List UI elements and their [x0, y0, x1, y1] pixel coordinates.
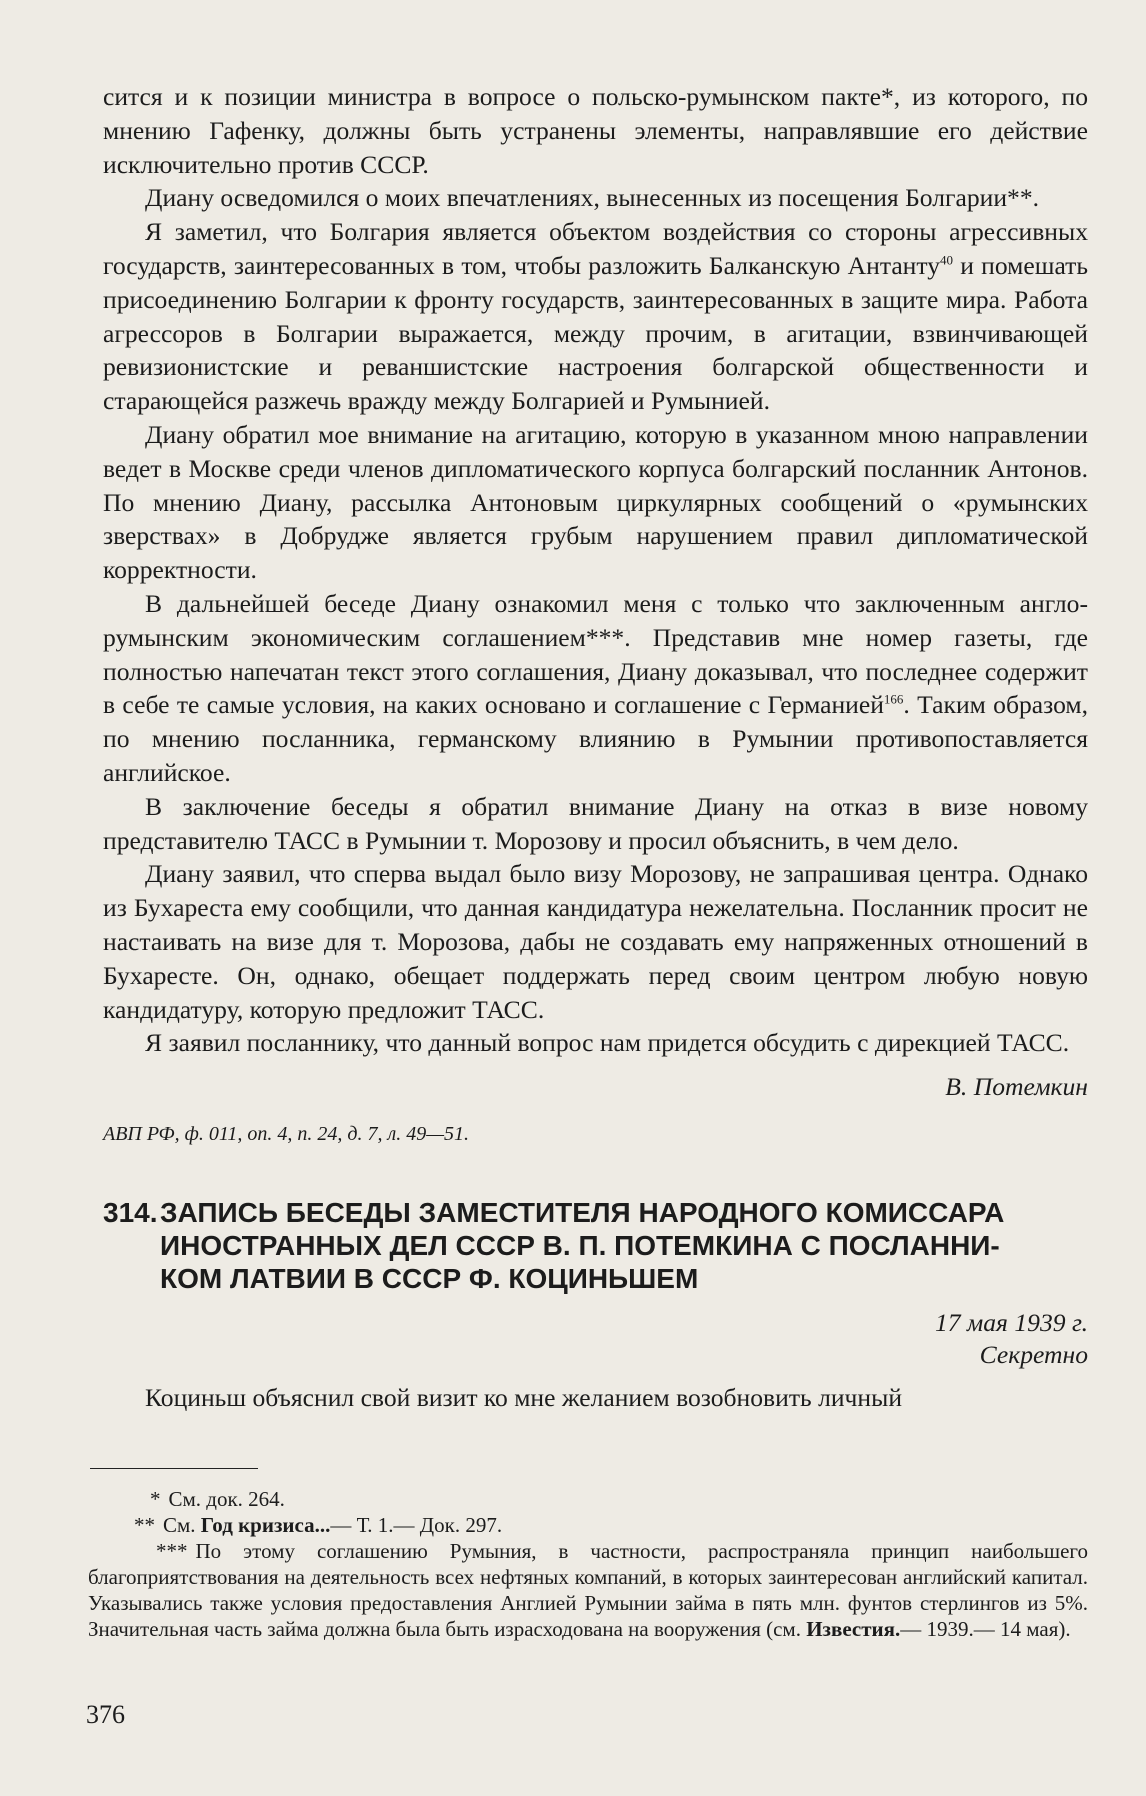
- footnote-2: ** См. Год кризиса...— Т. 1.— Док. 297.: [134, 1513, 503, 1537]
- paragraph-4: Диану обратил мое внимание на агитацию, которую в указанном мною направлении ведет в Москве среди членов дипломатического корпуса болгарский посланник Антонов. По мнению Диану, рассылка Антоновым циркулярных сообщений о «румынских зверствах» в Добрудже является грубым нарушением правил дипломатической корректности.: [103, 419, 1088, 585]
- document-title-line-2: ИНОСТРАННЫХ ДЕЛ СССР В. П. ПОТЕМКИНА С ПОСЛАННИ-: [160, 1229, 1000, 1261]
- document-date: 17 мая 1939 г.: [934, 1307, 1088, 1337]
- document-opening-text: Коциньш объяснил свой визит ко мне желанием возобновить личный: [145, 1382, 903, 1412]
- paragraph-2: Диану осведомился о моих впечатлениях, вынесенных из посещения Болгарии**.: [145, 183, 1040, 213]
- endnote-ref-166: 166: [883, 691, 904, 707]
- document-title-line-1: ЗАПИСЬ БЕСЕДЫ ЗАМЕСТИТЕЛЯ НАРОДНОГО КОМИССАРА: [160, 1196, 1005, 1228]
- signature: В. Потемкин: [945, 1072, 1088, 1102]
- footnote-divider: [90, 1468, 258, 1469]
- paragraph-1: сится и к позиции министра в вопросе о польско-румынском пакте*, из которого, по мнению Гафенку, должны быть устранены элементы, направлявшие его действие исключительно против СССР.: [103, 82, 1088, 179]
- paragraph-5: В дальнейшей беседе Диану ознакомил меня с только что заключенным англо-румынским экономическим соглашением***. Представив мне номер газеты, где полностью напечатан текст этого соглашения, Диану доказывал, что последнее содержит в себе те самые условия, на каких основано и соглашение с Германией$^{166}$. Таким образом, по мнению посланника, германскому влиянию в Румынии противопоставляется английское.: [103, 588, 1089, 787]
- document-title-line-3: КОМ ЛАТВИИ В СССР Ф. КОЦИНЬШЕМ: [160, 1262, 699, 1294]
- paragraph-8: Я заявил посланнику, что данный вопрос нам придется обсудить с дирекцией ТАСС.: [145, 1028, 1070, 1058]
- paragraph-7: Диану заявил, что сперва выдал было визу Морозову, не запрашивая центра. Однако из Бухареста ему сообщили, что данная кандидатура нежелательна. Посланник просит не настаивать на визе для т. Морозова, дабы не создавать ему напряженных отношений в Бухаресте. Он, однако, обещает поддержать перед своим центром любую новую кандидатуру, которую предложит ТАСС.: [103, 859, 1088, 1024]
- endnote-ref-40: 40: [940, 252, 954, 268]
- paragraph-3: Я заметил, что Болгария является объектом воздействия со стороны агрессивных государств, заинтересованных в том, чтобы разложить Балканскую Антанту$^{40}$ и помешать присоединению Болгарии к фронту государств, заинтересованных в защите мира. Работа агрессоров в Болгарии выражается, между прочим, в агитации, взвинчивающей ревизионистские и реваншистские настроения болгарской общественности и старающейся разжечь вражду между Болгарией и Румынией.: [103, 217, 1089, 416]
- footnote-3: *** По этому соглашению Румыния, в частности, распространяла принцип наибольшего благоприятствования на деятельность всех нефтяных компаний, в которых заинтересован английский капитал. Указывались также условия предоставления Англией Румынии займа в пять млн. фунтов стерлингов из 5%. Значительная часть займа должна была быть израсходована на вооружения (см. Известия.— 1939.— 14 мая).: [88, 1539, 1088, 1641]
- footnote-1: * См. док. 264.: [150, 1487, 285, 1511]
- page-number: 376: [86, 1700, 125, 1729]
- document-heading: [103, 1196, 1088, 1295]
- main-text: [103, 80, 1088, 1415]
- paragraph-6: В заключение беседы я обратил внимание Диану на отказ в визе новому представителю ТАСС в Румынии т. Морозову и просил объяснить, в чем дело.: [103, 791, 1088, 855]
- footnotes: [88, 1486, 1088, 1642]
- document-number: 314.: [103, 1196, 158, 1228]
- archive-reference: АВП РФ, ф. 011, оп. 4, п. 24, д. 7, л. 49—51.: [103, 1122, 469, 1145]
- document-meta: [103, 1307, 1088, 1371]
- document-classification: Секретно: [979, 1339, 1088, 1369]
